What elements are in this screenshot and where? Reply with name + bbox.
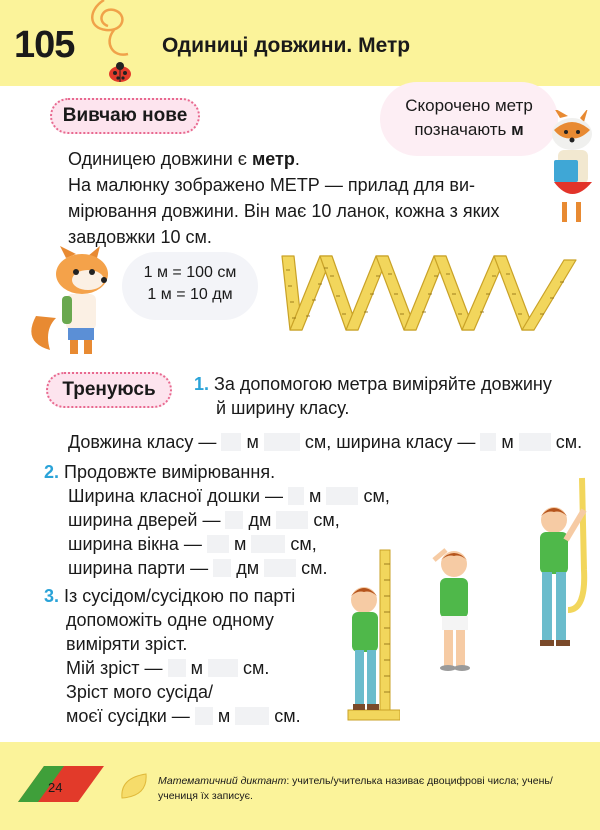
answer-blank[interactable] bbox=[519, 433, 551, 451]
answer-blank[interactable] bbox=[208, 659, 238, 677]
boy-with-measuring-tape-icon bbox=[528, 470, 598, 670]
task-1-line: 1. За допомогою метра виміряйте довжину bbox=[194, 374, 552, 394]
fox-character-icon bbox=[26, 246, 126, 358]
intro-line: На малюнку зображено МЕТР — прилад для ви- bbox=[68, 175, 476, 195]
footer-note: Математичний диктант: учитель/учителька називає двоцифрові числа; учень/учениця їх записує. bbox=[158, 775, 553, 802]
task-3-line: Зріст мого сусіда/ bbox=[66, 682, 214, 702]
task-1-answer: Довжина класу — м см, ширина класу — м см. bbox=[68, 432, 583, 452]
task-number: 3. bbox=[44, 586, 60, 606]
speech-bubble-meter bbox=[380, 82, 558, 156]
task-1-line: й ширину класу. bbox=[216, 398, 350, 418]
intro-line: завдовжки 10 см. bbox=[68, 227, 212, 247]
equation-bubble bbox=[122, 252, 258, 320]
page-title: Одиниці довжини. Метр bbox=[162, 34, 411, 57]
folding-meter-ruler-icon bbox=[276, 246, 594, 338]
fox-with-book-icon bbox=[540, 110, 600, 228]
boy-standing-at-ruler-icon bbox=[340, 548, 400, 722]
page-number: 105 bbox=[14, 24, 75, 66]
task-3-row: моєї сусідки — м см. bbox=[66, 706, 301, 726]
answer-blank[interactable] bbox=[276, 511, 308, 529]
equation-line: 1 м = 10 дм bbox=[147, 286, 233, 303]
answer-blank[interactable] bbox=[288, 487, 304, 505]
answer-blank[interactable] bbox=[326, 487, 358, 505]
answer-blank[interactable] bbox=[168, 659, 186, 677]
answer-blank[interactable] bbox=[225, 511, 243, 529]
ladybug-icon bbox=[106, 60, 134, 84]
task-3-row: Мій зріст — м см. bbox=[66, 658, 270, 678]
answer-blank[interactable] bbox=[480, 433, 496, 451]
section-badge-learn: Вивчаю нове bbox=[50, 98, 200, 134]
task-3-line: допоможіть одне одному bbox=[66, 610, 274, 630]
task-2-row: ширина парти — дм см. bbox=[68, 558, 328, 578]
task-3 bbox=[44, 584, 364, 728]
answer-blank[interactable] bbox=[213, 559, 231, 577]
task-1 bbox=[194, 372, 594, 420]
answer-blank[interactable] bbox=[251, 535, 285, 553]
bubble-line: позначають м bbox=[414, 120, 524, 139]
task-number: 1. bbox=[194, 374, 210, 394]
task-2-row: ширина дверей — дм см, bbox=[68, 510, 340, 530]
bubble-line: Скорочено метр bbox=[405, 96, 533, 115]
task-3-line: 3. Із сусідом/сусідкою по парті bbox=[44, 586, 296, 606]
answer-blank[interactable] bbox=[221, 433, 241, 451]
task-2-row: Ширина класної дошки — м см, bbox=[68, 486, 390, 506]
answer-blank[interactable] bbox=[195, 707, 213, 725]
intro-line: Одиницею довжини є метр. bbox=[68, 149, 300, 169]
task-2-line: 2. Продовжте вимірювання. bbox=[44, 462, 276, 482]
footer-page-number: 24 bbox=[48, 780, 63, 795]
answer-blank[interactable] bbox=[264, 559, 296, 577]
task-number: 2. bbox=[44, 462, 60, 482]
section-badge-practice: Тренуюсь bbox=[46, 372, 172, 408]
boy-measuring-height-icon bbox=[424, 546, 484, 676]
answer-blank[interactable] bbox=[264, 433, 300, 451]
intro-paragraph bbox=[68, 146, 538, 250]
leaf-decoration-icon bbox=[118, 772, 152, 802]
equation-line: 1 м = 100 см bbox=[143, 264, 237, 281]
task-2-row: ширина вікна — м см, bbox=[68, 534, 317, 554]
task-3-line: виміряти зріст. bbox=[66, 634, 188, 654]
answer-blank[interactable] bbox=[235, 707, 269, 725]
answer-blank[interactable] bbox=[207, 535, 229, 553]
intro-line: мірювання довжини. Він має 10 ланок, кожна з яких bbox=[68, 201, 500, 221]
